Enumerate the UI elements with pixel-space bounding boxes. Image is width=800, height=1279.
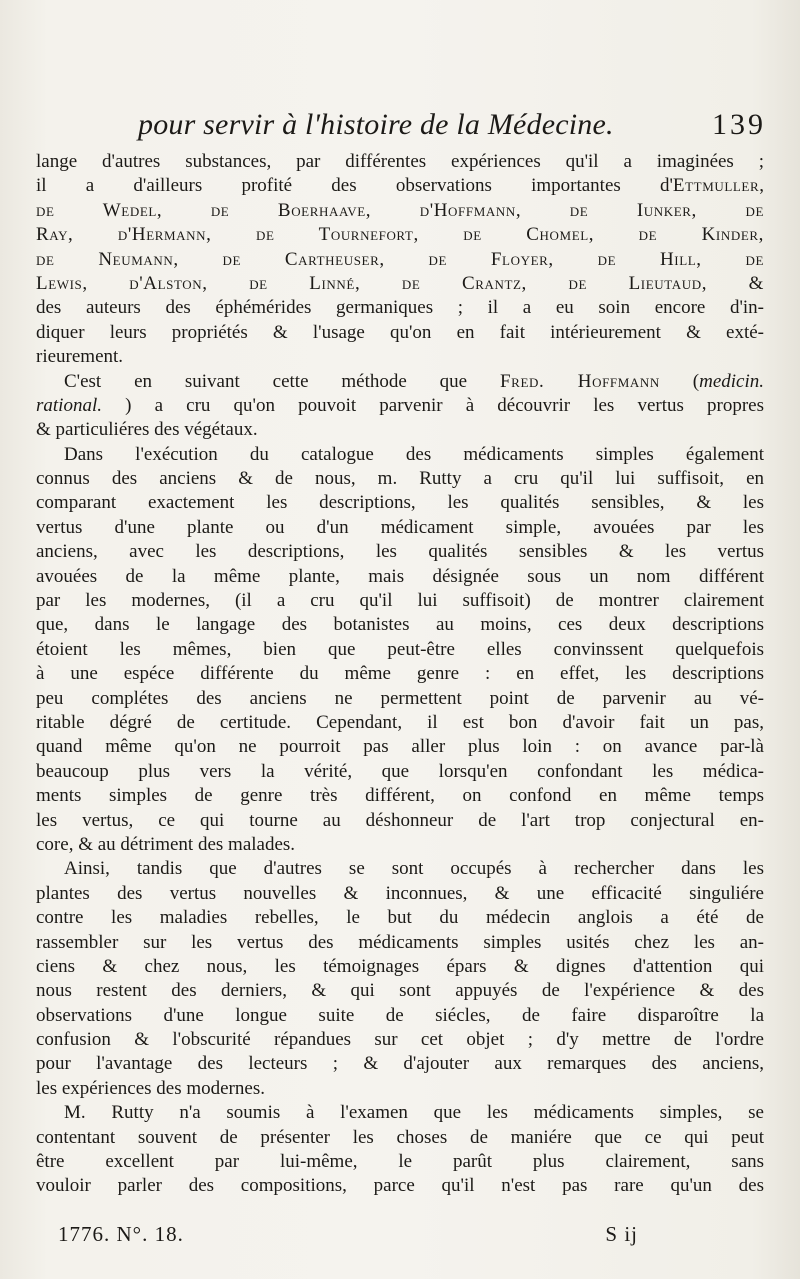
paragraph-2 [36,370,764,443]
text-run: il a d'ailleurs profité des observations importantes d' [36,175,673,197]
text-line: ciens & chez nous, les témoignages épars & dignes d'attention qui [36,955,764,977]
text-line: plantes des vertus nouvelles & inconnues, & une efficacité singuliére [36,882,764,904]
text-line: confusion & l'obscurité répandues sur cet objet ; d'y mettre de l'ordre [36,1029,764,1051]
text-line: les vertus, ce qui tourne au déshonneur de l'art trop conjectural en- [36,809,764,831]
citation: rational. [36,394,102,416]
signature-mark: S ij [605,1222,638,1246]
text-line: M. Rutty n'a soumis à l'examen que les médicaments simples, se [64,1102,764,1124]
body-text [36,150,764,1199]
text-run: ( [659,370,700,392]
text-line: quand même qu'on ne pourroit pas aller plus loin : on avance par-là [36,736,764,758]
citation: medicin. [699,370,764,392]
paragraph-4 [36,857,764,1101]
text-line: lange d'autres substances, par différentes expériences qu'il a imaginées ; [36,151,764,172]
text-line: beaucoup plus vers la vérité, que lorsqu'en confondant les médica- [36,760,764,782]
text-run: , [759,175,764,197]
running-title: pour servir à l'histoire de la Médecine. [138,108,614,141]
text-run: C'est en suivant cette méthode que [64,370,500,392]
text-line: à une espéce différente du même genre : en effet, les descriptions [36,663,764,685]
text-line: observations d'une longue suite de siécles, de faire disparoître la [36,1004,764,1026]
text-line [36,370,764,394]
text-line: nous restent des derniers, & qui sont appuyés de l'expérience & des [36,980,764,1002]
page-number: 139 [712,108,766,141]
text-line: core, & au détriment des malades. [36,833,296,855]
text-line: des auteurs des éphémérides germaniques ; il a eu soin encore d'in- [36,297,764,319]
page-header [138,108,766,148]
text-line: les expériences des modernes. [36,1077,265,1099]
text-line: rassembler sur les vertus des médicaments simples usités chez les an- [36,931,764,953]
text-line: ritable dégré de certitude. Cependant, il est bon d'avoir fait un pas, [36,711,764,733]
text-line: & particuliéres des végétaux. [36,419,258,441]
paragraph-5 [36,1101,764,1199]
text-line: que, dans le langage des botanistes au moins, ces deux descriptions [36,614,764,636]
text-run: ) a cru qu'on pouvoit parvenir à découvrir les vertus propres [101,394,764,416]
text-line: de Wedel, de Boerhaave, d'Hoffmann, de Iunker, de [36,199,764,221]
text-line: Dans l'exécution du catalogue des médicaments simples également [64,443,764,465]
page-footer [58,1222,638,1252]
text-line: anciens, avec les descriptions, les qualités sensibles & les vertus [36,541,764,563]
text-line: peu complétes des anciens ne permettent point de parvenir au vé- [36,687,764,709]
text-line: par les modernes, (il a cru qu'il lui suffisoit) de montrer clairement [36,590,764,612]
text-line: vouloir parler des compositions, parce qu'il n'est pas rare qu'un des [36,1175,764,1197]
paragraph-3 [36,443,764,858]
text-line: Ray, d'Hermann, de Tournefort, de Chomel, de Kinder, [36,224,764,246]
text-line [36,174,764,198]
issue-date: 1776. N°. 18. [58,1222,184,1246]
author-name: Ettmuller [672,175,760,197]
text-line: être excellent par lui-même, le parût plus clairement, sans [36,1151,764,1173]
author-name: Fred. Hoffmann [500,370,660,392]
text-line: rieurement. [36,346,124,368]
text-line: vertus d'une plante ou d'un médicament simple, avouées par les [36,516,764,538]
text-line [36,394,764,418]
text-line: étoient les mêmes, bien que peut-être elles convinssent quelquefois [36,638,764,660]
text-line: Lewis, d'Alston, de Linné, de Crantz, de Lieutaud, & [36,272,764,294]
text-line: pour l'avantage des lecteurs ; & d'ajouter aux remarques des anciens, [36,1053,764,1075]
text-line: comparant exactement les descriptions, les qualités sensibles, & les [36,492,764,514]
text-line: ments simples de genre très différent, on confond en même temps [36,785,764,807]
text-line: contre les maladies rebelles, le but du médecin anglois a été de [36,907,764,929]
paragraph-1 [36,150,764,370]
text-line: avouées de la même plante, mais désignée sous un nom différent [36,565,764,587]
text-line: contentant souvent de présenter les choses de maniére que ce qui peut [36,1126,764,1148]
text-line: de Neumann, de Cartheuser, de Floyer, de Hill, de [36,248,764,270]
text-line: diquer leurs propriétés & l'usage qu'on en fait intérieurement & exté- [36,321,764,343]
text-line: Ainsi, tandis que d'autres se sont occupés à rechercher dans les [64,858,764,880]
text-line: connus des anciens & de nous, m. Rutty a cru qu'il lui suffisoit, en [36,468,764,490]
